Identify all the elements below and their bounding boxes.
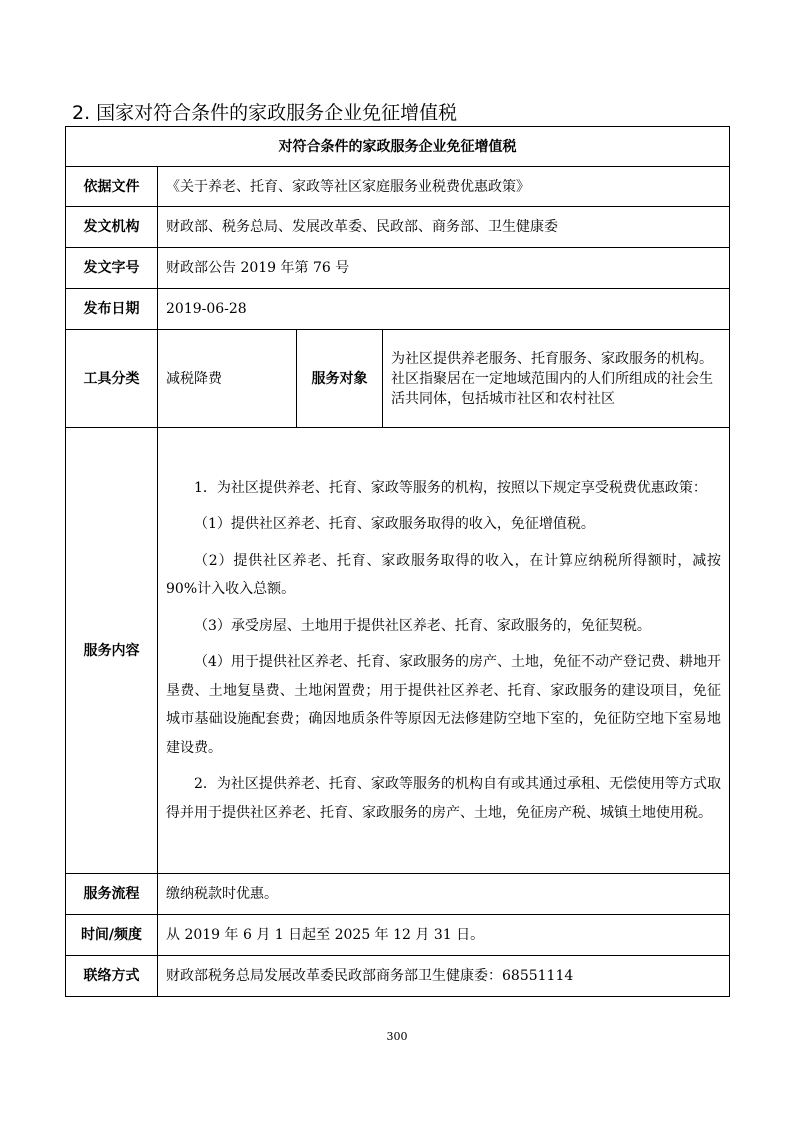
content-paragraph: （1）提供社区养老、托育、家政服务取得的收入，免征增值税。 <box>194 516 595 533</box>
contact-label: 联络方式 <box>66 956 158 997</box>
table-header-row <box>66 127 730 167</box>
table-row-contact <box>66 956 730 997</box>
content-label: 服务内容 <box>66 428 158 874</box>
table-row-issuer <box>66 207 730 248</box>
table-row-date <box>66 289 730 330</box>
content-paragraph: （2）提供社区养老、托育、家政服务取得的收入，在计算应纳税所得额时，减按 90%计入收入总额。 <box>166 552 721 598</box>
content-paragraph: （4）用于提供社区养老、托育、家政服务的房产、土地，免征不动产登记费、耕地开垦费、土地复垦费、土地闲置费；用于提供社区养老、托育、家政服务的建设项目，免征城市基础设施配套费；确因地质条件等原因无法修建防空地下室的，免征防空地下室易地建设费。 <box>166 654 721 756</box>
table-row-tool <box>66 330 730 428</box>
table-row-time <box>66 915 730 956</box>
time-value: 从 2019 年 6 月 1 日起至 2025 年 12 月 31 日。 <box>158 915 730 956</box>
table-row-content <box>66 428 730 874</box>
table-row-basis <box>66 167 730 207</box>
process-value: 缴纳税款时优惠。 <box>158 874 730 915</box>
date-label: 发布日期 <box>66 289 158 330</box>
doc-no-label: 发文字号 <box>66 248 158 289</box>
page-number: 300 <box>386 1030 408 1043</box>
issuer-label: 发文机构 <box>66 207 158 248</box>
content-paragraph: （3）承受房屋、土地用于提供社区养老、托育、家政服务的，免征契税。 <box>194 617 651 634</box>
table-row-doc-no <box>66 248 730 289</box>
section-title: 2. 国家对符合条件的家政服务企业免征增值税 <box>72 102 458 124</box>
content-value <box>158 428 730 874</box>
content-paragraph: 2．为社区提供养老、托育、家政等服务的机构自有或其通过承租、无偿使用等方式取得并用于提供社区养老、托育、家政服务的房产、土地，免征房产税、城镇土地使用税。 <box>166 776 721 821</box>
target-value: 为社区提供养老服务、托育服务、家政服务的机构。社区指聚居在一定地域范围内的人们所组成的社会生活共同体，包括城市社区和农村社区 <box>383 330 730 428</box>
tool-value: 减税降费 <box>158 330 297 428</box>
table-row-process <box>66 874 730 915</box>
basis-value: 《关于养老、托育、家政等社区家庭服务业税费优惠政策》 <box>158 167 730 207</box>
time-label: 时间/频度 <box>66 915 158 956</box>
basis-label: 依据文件 <box>66 167 158 207</box>
policy-table <box>65 126 730 997</box>
contact-value: 财政部税务总局发展改革委民政部商务部卫生健康委：68551114 <box>158 956 730 997</box>
table-title: 对符合条件的家政服务企业免征增值税 <box>66 127 730 167</box>
process-label: 服务流程 <box>66 874 158 915</box>
target-label: 服务对象 <box>297 330 383 428</box>
issuer-value: 财政部、税务总局、发展改革委、民政部、商务部、卫生健康委 <box>158 207 730 248</box>
doc-no-value: 财政部公告 2019 年第 76 号 <box>158 248 730 289</box>
content-paragraph: 1．为社区提供养老、托育、家政等服务的机构，按照以下规定享受税费优惠政策： <box>194 479 707 496</box>
tool-label: 工具分类 <box>66 330 158 428</box>
date-value: 2019-06-28 <box>158 289 730 330</box>
